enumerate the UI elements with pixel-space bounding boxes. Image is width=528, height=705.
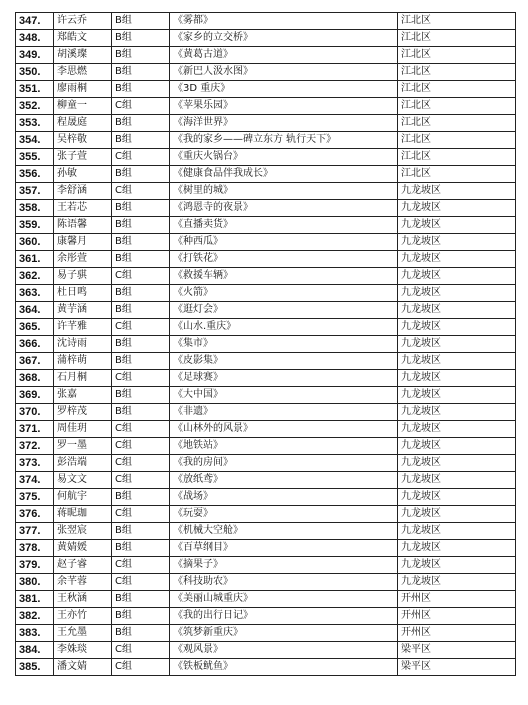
- student-name-cell: 周佳玥: [54, 421, 112, 438]
- table-row: [16, 217, 516, 234]
- age-group-cell: B组: [112, 217, 170, 234]
- district-cell: 江北区: [398, 13, 516, 30]
- artwork-title-cell: 《山水.重庆》: [170, 319, 398, 336]
- district-cell: 江北区: [398, 149, 516, 166]
- entry-number-cell: 352.: [16, 98, 54, 115]
- district-cell: 九龙坡区: [398, 438, 516, 455]
- artwork-title-cell: 《我的家乡——碑立东方 轨行天下》: [170, 132, 398, 149]
- age-group-cell: B组: [112, 47, 170, 64]
- age-group-cell: C组: [112, 557, 170, 574]
- table-row: [16, 13, 516, 30]
- artwork-title-cell: 《我的房间》: [170, 455, 398, 472]
- district-cell: 九龙坡区: [398, 183, 516, 200]
- entries-table: [15, 12, 516, 676]
- table-row: [16, 319, 516, 336]
- age-group-cell: B组: [112, 81, 170, 98]
- age-group-cell: C组: [112, 370, 170, 387]
- table-row: [16, 387, 516, 404]
- student-name-cell: 蒋昵珈: [54, 506, 112, 523]
- table-row: [16, 115, 516, 132]
- artwork-title-cell: 《鸿恩寺的夜景》: [170, 200, 398, 217]
- district-cell: 九龙坡区: [398, 285, 516, 302]
- age-group-cell: C组: [112, 506, 170, 523]
- table-row: [16, 608, 516, 625]
- age-group-cell: B组: [112, 591, 170, 608]
- district-cell: 开州区: [398, 608, 516, 625]
- student-name-cell: 王秋涵: [54, 591, 112, 608]
- table-row: [16, 149, 516, 166]
- age-group-cell: B组: [112, 540, 170, 557]
- student-name-cell: 罗一墨: [54, 438, 112, 455]
- table-row: [16, 472, 516, 489]
- entry-number-cell: 369.: [16, 387, 54, 404]
- entry-number-cell: 363.: [16, 285, 54, 302]
- district-cell: 九龙坡区: [398, 370, 516, 387]
- artwork-title-cell: 《家乡的立交桥》: [170, 30, 398, 47]
- student-name-cell: 余芊蓉: [54, 574, 112, 591]
- age-group-cell: B组: [112, 404, 170, 421]
- entry-number-cell: 366.: [16, 336, 54, 353]
- district-cell: 九龙坡区: [398, 268, 516, 285]
- entry-number-cell: 377.: [16, 523, 54, 540]
- district-cell: 九龙坡区: [398, 387, 516, 404]
- table-row: [16, 234, 516, 251]
- artwork-title-cell: 《铁板鱿鱼》: [170, 659, 398, 676]
- artwork-title-cell: 《苹果乐园》: [170, 98, 398, 115]
- age-group-cell: C组: [112, 659, 170, 676]
- entry-number-cell: 385.: [16, 659, 54, 676]
- entry-number-cell: 361.: [16, 251, 54, 268]
- student-name-cell: 易子骐: [54, 268, 112, 285]
- student-name-cell: 许云乔: [54, 13, 112, 30]
- student-name-cell: 李舒涵: [54, 183, 112, 200]
- entry-number-cell: 349.: [16, 47, 54, 64]
- artwork-title-cell: 《集市》: [170, 336, 398, 353]
- district-cell: 江北区: [398, 132, 516, 149]
- table-row: [16, 81, 516, 98]
- age-group-cell: C组: [112, 319, 170, 336]
- table-row: [16, 591, 516, 608]
- student-name-cell: 易文文: [54, 472, 112, 489]
- entry-number-cell: 356.: [16, 166, 54, 183]
- table-row: [16, 200, 516, 217]
- entry-number-cell: 376.: [16, 506, 54, 523]
- table-row: [16, 268, 516, 285]
- entries-table-body: [16, 13, 516, 676]
- artwork-title-cell: 《雾都》: [170, 13, 398, 30]
- student-name-cell: 康馨月: [54, 234, 112, 251]
- age-group-cell: C组: [112, 183, 170, 200]
- entry-number-cell: 364.: [16, 302, 54, 319]
- student-name-cell: 何航宇: [54, 489, 112, 506]
- artwork-title-cell: 《筑梦新重庆》: [170, 625, 398, 642]
- table-row: [16, 421, 516, 438]
- table-row: [16, 183, 516, 200]
- age-group-cell: C组: [112, 149, 170, 166]
- district-cell: 九龙坡区: [398, 540, 516, 557]
- entry-number-cell: 384.: [16, 642, 54, 659]
- district-cell: 九龙坡区: [398, 489, 516, 506]
- table-row: [16, 47, 516, 64]
- student-name-cell: 余彤萱: [54, 251, 112, 268]
- student-name-cell: 黄婧媛: [54, 540, 112, 557]
- entry-number-cell: 380.: [16, 574, 54, 591]
- table-row: [16, 336, 516, 353]
- district-cell: 江北区: [398, 47, 516, 64]
- age-group-cell: C组: [112, 455, 170, 472]
- entry-number-cell: 368.: [16, 370, 54, 387]
- student-name-cell: 孙敏: [54, 166, 112, 183]
- artwork-title-cell: 《海洋世界》: [170, 115, 398, 132]
- district-cell: 九龙坡区: [398, 421, 516, 438]
- student-name-cell: 廖雨桐: [54, 81, 112, 98]
- entry-number-cell: 350.: [16, 64, 54, 81]
- student-name-cell: 沈诗雨: [54, 336, 112, 353]
- student-name-cell: 李思燃: [54, 64, 112, 81]
- artwork-title-cell: 《皮影集》: [170, 353, 398, 370]
- district-cell: 江北区: [398, 64, 516, 81]
- age-group-cell: C组: [112, 421, 170, 438]
- district-cell: 江北区: [398, 98, 516, 115]
- artwork-title-cell: 《我的出行日记》: [170, 608, 398, 625]
- entry-number-cell: 367.: [16, 353, 54, 370]
- age-group-cell: C组: [112, 642, 170, 659]
- student-name-cell: 胡溪璨: [54, 47, 112, 64]
- artwork-title-cell: 《大中国》: [170, 387, 398, 404]
- entry-number-cell: 375.: [16, 489, 54, 506]
- artwork-title-cell: 《救援车辆》: [170, 268, 398, 285]
- district-cell: 梁平区: [398, 659, 516, 676]
- student-name-cell: 杜日鸣: [54, 285, 112, 302]
- entry-number-cell: 355.: [16, 149, 54, 166]
- table-row: [16, 523, 516, 540]
- entry-number-cell: 371.: [16, 421, 54, 438]
- artwork-title-cell: 《放纸鸢》: [170, 472, 398, 489]
- artwork-title-cell: 《种西瓜》: [170, 234, 398, 251]
- student-name-cell: 张嘉: [54, 387, 112, 404]
- entry-number-cell: 357.: [16, 183, 54, 200]
- district-cell: 九龙坡区: [398, 319, 516, 336]
- age-group-cell: B组: [112, 166, 170, 183]
- age-group-cell: C组: [112, 472, 170, 489]
- age-group-cell: C组: [112, 574, 170, 591]
- district-cell: 开州区: [398, 625, 516, 642]
- entry-number-cell: 381.: [16, 591, 54, 608]
- table-row: [16, 353, 516, 370]
- artwork-title-cell: 《机械大空舱》: [170, 523, 398, 540]
- age-group-cell: B组: [112, 489, 170, 506]
- student-name-cell: 张子萱: [54, 149, 112, 166]
- entry-number-cell: 382.: [16, 608, 54, 625]
- age-group-cell: B组: [112, 30, 170, 47]
- table-row: [16, 557, 516, 574]
- artwork-title-cell: 《3D 重庆》: [170, 81, 398, 98]
- artwork-title-cell: 《非遗》: [170, 404, 398, 421]
- entry-number-cell: 378.: [16, 540, 54, 557]
- student-name-cell: 李姝琰: [54, 642, 112, 659]
- entry-number-cell: 372.: [16, 438, 54, 455]
- table-row: [16, 642, 516, 659]
- age-group-cell: C组: [112, 98, 170, 115]
- student-name-cell: 罗梓茂: [54, 404, 112, 421]
- age-group-cell: B组: [112, 234, 170, 251]
- table-row: [16, 30, 516, 47]
- district-cell: 九龙坡区: [398, 353, 516, 370]
- artwork-title-cell: 《火箭》: [170, 285, 398, 302]
- student-name-cell: 王允墨: [54, 625, 112, 642]
- entry-number-cell: 360.: [16, 234, 54, 251]
- age-group-cell: B组: [112, 132, 170, 149]
- district-cell: 九龙坡区: [398, 506, 516, 523]
- entry-number-cell: 353.: [16, 115, 54, 132]
- entry-number-cell: 362.: [16, 268, 54, 285]
- entry-number-cell: 348.: [16, 30, 54, 47]
- age-group-cell: B组: [112, 302, 170, 319]
- entry-number-cell: 379.: [16, 557, 54, 574]
- age-group-cell: B组: [112, 285, 170, 302]
- artwork-title-cell: 《树里的城》: [170, 183, 398, 200]
- age-group-cell: B组: [112, 336, 170, 353]
- district-cell: 开州区: [398, 591, 516, 608]
- artwork-title-cell: 《新巴人汲水图》: [170, 64, 398, 81]
- entry-number-cell: 358.: [16, 200, 54, 217]
- district-cell: 九龙坡区: [398, 574, 516, 591]
- age-group-cell: B组: [112, 115, 170, 132]
- student-name-cell: 王若芯: [54, 200, 112, 217]
- age-group-cell: B组: [112, 523, 170, 540]
- district-cell: 江北区: [398, 81, 516, 98]
- student-name-cell: 陈语馨: [54, 217, 112, 234]
- artwork-title-cell: 《美丽山城重庆》: [170, 591, 398, 608]
- table-row: [16, 98, 516, 115]
- age-group-cell: B组: [112, 13, 170, 30]
- age-group-cell: B组: [112, 608, 170, 625]
- student-name-cell: 蒲梓萌: [54, 353, 112, 370]
- table-row: [16, 625, 516, 642]
- student-name-cell: 王亦竹: [54, 608, 112, 625]
- student-name-cell: 许芊雅: [54, 319, 112, 336]
- district-cell: 九龙坡区: [398, 523, 516, 540]
- district-cell: 九龙坡区: [398, 302, 516, 319]
- district-cell: 九龙坡区: [398, 472, 516, 489]
- table-row: [16, 489, 516, 506]
- artwork-title-cell: 《地铁站》: [170, 438, 398, 455]
- student-name-cell: 吴梓敬: [54, 132, 112, 149]
- entry-number-cell: 365.: [16, 319, 54, 336]
- district-cell: 九龙坡区: [398, 557, 516, 574]
- artwork-title-cell: 《打铁花》: [170, 251, 398, 268]
- artwork-title-cell: 《足球赛》: [170, 370, 398, 387]
- artwork-title-cell: 《黄葛古道》: [170, 47, 398, 64]
- district-cell: 九龙坡区: [398, 404, 516, 421]
- district-cell: 江北区: [398, 166, 516, 183]
- student-name-cell: 张翌宸: [54, 523, 112, 540]
- artwork-title-cell: 《健康食品伴我成长》: [170, 166, 398, 183]
- table-row: [16, 404, 516, 421]
- student-name-cell: 黄芋涵: [54, 302, 112, 319]
- artwork-title-cell: 《科技助农》: [170, 574, 398, 591]
- district-cell: 九龙坡区: [398, 234, 516, 251]
- student-name-cell: 石月桐: [54, 370, 112, 387]
- artwork-title-cell: 《直播卖货》: [170, 217, 398, 234]
- artwork-title-cell: 《战场》: [170, 489, 398, 506]
- table-row: [16, 370, 516, 387]
- entry-number-cell: 374.: [16, 472, 54, 489]
- student-name-cell: 潘文婧: [54, 659, 112, 676]
- age-group-cell: B组: [112, 251, 170, 268]
- artwork-title-cell: 《摘果子》: [170, 557, 398, 574]
- artwork-title-cell: 《山林外的风景》: [170, 421, 398, 438]
- student-name-cell: 郑皓文: [54, 30, 112, 47]
- district-cell: 梁平区: [398, 642, 516, 659]
- artwork-title-cell: 《重庆火锅台》: [170, 149, 398, 166]
- district-cell: 九龙坡区: [398, 200, 516, 217]
- table-row: [16, 64, 516, 81]
- entry-number-cell: 359.: [16, 217, 54, 234]
- district-cell: 江北区: [398, 115, 516, 132]
- district-cell: 江北区: [398, 30, 516, 47]
- table-row: [16, 506, 516, 523]
- student-name-cell: 赵子睿: [54, 557, 112, 574]
- age-group-cell: B组: [112, 353, 170, 370]
- entry-number-cell: 370.: [16, 404, 54, 421]
- student-name-cell: 柳童一: [54, 98, 112, 115]
- table-row: [16, 302, 516, 319]
- student-name-cell: 彭浩端: [54, 455, 112, 472]
- age-group-cell: C组: [112, 268, 170, 285]
- age-group-cell: B组: [112, 387, 170, 404]
- district-cell: 九龙坡区: [398, 336, 516, 353]
- table-row: [16, 285, 516, 302]
- artwork-title-cell: 《逛灯会》: [170, 302, 398, 319]
- age-group-cell: B组: [112, 625, 170, 642]
- table-row: [16, 659, 516, 676]
- table-row: [16, 438, 516, 455]
- age-group-cell: C组: [112, 438, 170, 455]
- artwork-title-cell: 《玩耍》: [170, 506, 398, 523]
- entry-number-cell: 354.: [16, 132, 54, 149]
- district-cell: 九龙坡区: [398, 217, 516, 234]
- artwork-title-cell: 《观风景》: [170, 642, 398, 659]
- table-row: [16, 166, 516, 183]
- table-row: [16, 455, 516, 472]
- table-row: [16, 251, 516, 268]
- table-row: [16, 540, 516, 557]
- entry-number-cell: 373.: [16, 455, 54, 472]
- entry-number-cell: 351.: [16, 81, 54, 98]
- table-row: [16, 132, 516, 149]
- age-group-cell: B组: [112, 64, 170, 81]
- table-row: [16, 574, 516, 591]
- entry-number-cell: 347.: [16, 13, 54, 30]
- student-name-cell: 程晟庭: [54, 115, 112, 132]
- district-cell: 九龙坡区: [398, 251, 516, 268]
- age-group-cell: B组: [112, 200, 170, 217]
- artwork-title-cell: 《百草纲目》: [170, 540, 398, 557]
- entry-number-cell: 383.: [16, 625, 54, 642]
- district-cell: 九龙坡区: [398, 455, 516, 472]
